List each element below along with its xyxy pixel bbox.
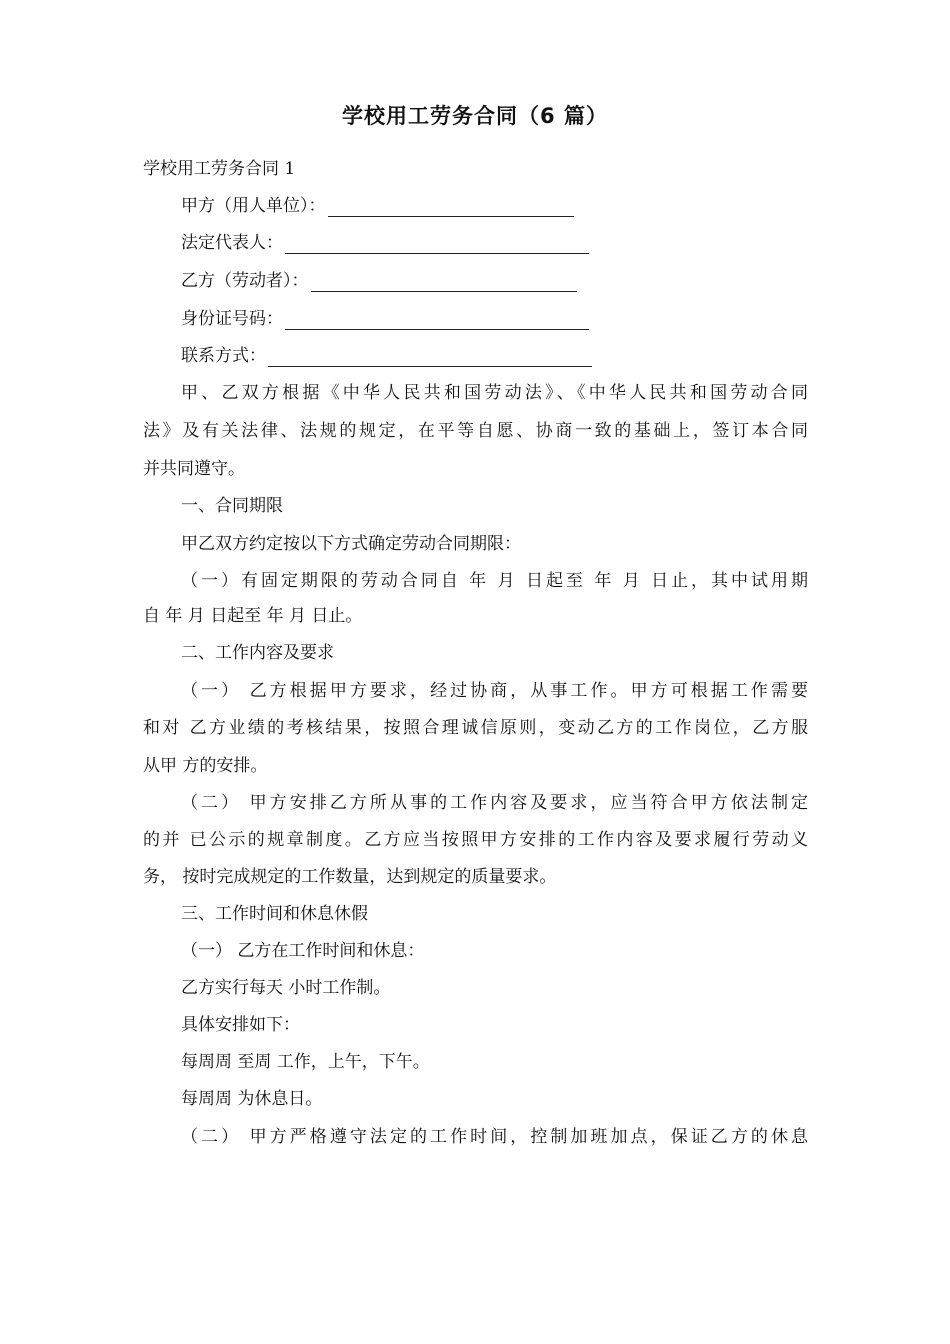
field-label: 甲方（用人单位）： (181, 196, 326, 216)
blank-line (268, 348, 592, 367)
section-heading: 三、工作时间和休息休假 (181, 904, 368, 924)
body-line: 和对 乙方业绩的考核结果，按照合理诚信原则，变动乙方的工作岗位，乙方服 (143, 718, 808, 738)
field-label: 身份证号码： (181, 309, 283, 329)
contract-subtitle: 学校用工劳务合同 1 (143, 159, 296, 179)
body-line: （一） 乙方根据甲方要求，经过协商，从事工作。甲方可根据工作需要 (181, 681, 808, 701)
blank-line (328, 198, 574, 217)
field-label: 联系方式： (181, 346, 266, 366)
body-line: （一）有固定期限的劳动合同自 年 月 日起至 年 月 日止，其中试用期 (181, 571, 808, 591)
document-title: 学校用工劳务合同（6 篇） (342, 104, 608, 128)
body-line: 自 年 月 日起至 年 月 日止。 (143, 606, 363, 626)
field-legal-representative (181, 232, 601, 254)
body-line: 的并 已公示的规章制度。乙方应当按照甲方安排的工作内容及要求履行劳动义 (143, 830, 808, 850)
field-id-number (181, 308, 601, 330)
blank-line (311, 273, 577, 292)
body-line: 每周周 为休息日。 (181, 1089, 323, 1109)
field-label: 法定代表人： (181, 233, 283, 253)
body-line: 甲乙双方约定按以下方式确定劳动合同期限： (181, 534, 521, 554)
field-party-b (181, 270, 601, 292)
body-line: 并共同遵守。 (143, 459, 245, 479)
body-line: 从甲 方的安排。 (143, 756, 268, 776)
body-line: 乙方实行每天 小时工作制。 (181, 978, 391, 998)
blank-line (285, 311, 589, 330)
body-line: 法》及有关法律、法规的规定，在平等自愿、协商一致的基础上，签订本合同 (143, 421, 808, 441)
body-line: （二） 甲方严格遵守法定的工作时间，控制加班加点，保证乙方的休息 (181, 1127, 808, 1147)
section-heading: 一、合同期限 (181, 496, 283, 516)
body-line: （一） 乙方在工作时间和休息： (181, 941, 425, 961)
blank-line (285, 235, 589, 254)
body-line: 甲、乙双方根据《中华人民共和国劳动法》、《中华人民共和国劳动合同 (181, 383, 808, 403)
body-line: 每周周 至周 工作，上午，下午。 (181, 1052, 430, 1072)
field-contact (181, 345, 601, 367)
body-line: 务， 按时完成规定的工作数量，达到规定的质量要求。 (143, 867, 557, 887)
field-label: 乙方（劳动者）： (181, 271, 309, 291)
field-party-a (181, 195, 601, 217)
body-line: （二） 甲方安排乙方所从事的工作内容及要求，应当符合甲方依法制定 (181, 793, 808, 813)
body-line: 具体安排如下： (181, 1015, 300, 1035)
section-heading: 二、工作内容及要求 (181, 643, 334, 663)
